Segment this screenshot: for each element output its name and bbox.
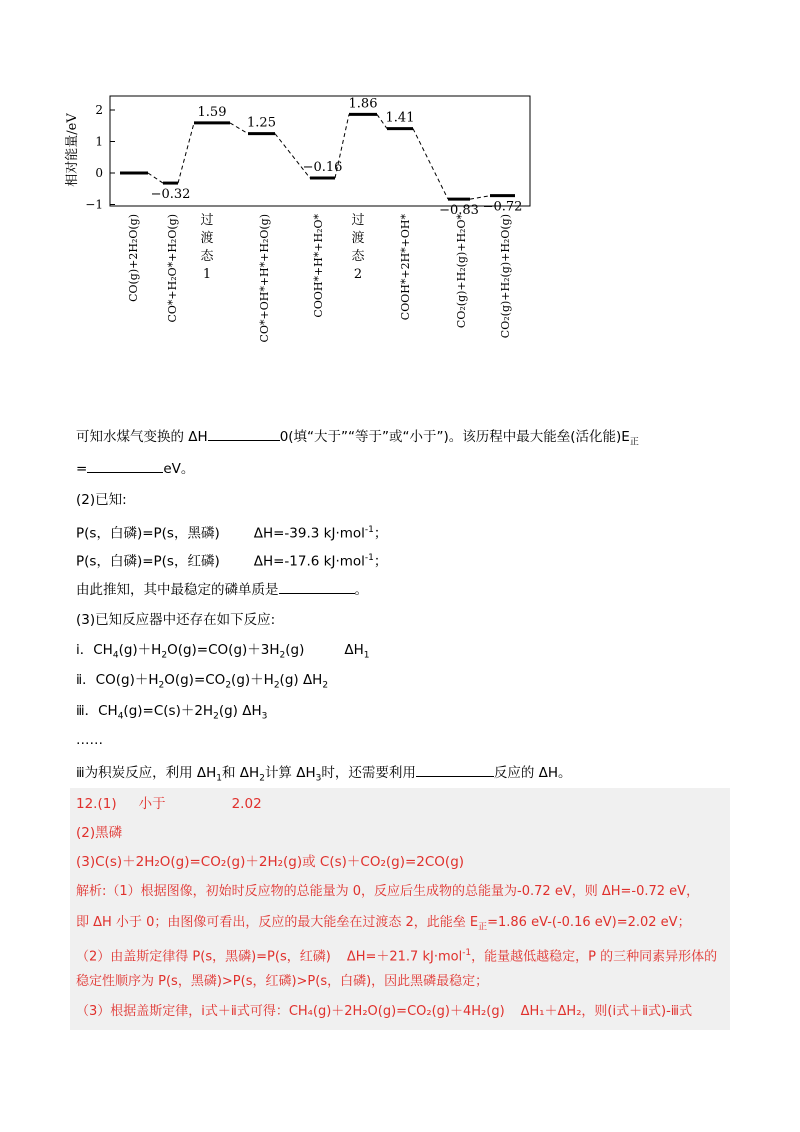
question-line-1 [76,426,639,453]
text-span: 解析:（1）根据图像，初始时反应物的总能量为 0，反应后生成物的总能量为-0.72 eV，则 ΔH=-0.72 eV， [76,884,700,899]
x-category-label: 2 [353,267,363,282]
reaction-i [76,640,369,666]
energy-value-label: 1.25 [247,115,276,131]
energy-value-label: −0.32 [150,187,191,203]
text-span: 正 [478,922,488,933]
text-span: 计算 ΔH [264,765,316,781]
text-span: 1 [363,650,370,661]
energy-profile-diagram [0,0,800,400]
answer-blank[interactable] [208,426,280,441]
answer-blank[interactable] [87,458,163,473]
text-span: eV。 [163,461,195,477]
x-category-label: 渡 [200,231,214,246]
text-span: O(g)=CO [164,672,226,688]
x-category-label: CO(g)+2H₂O(g) [127,214,140,302]
answer-blank[interactable] [416,762,494,777]
ellipsis [76,730,103,750]
text-span: （2）由盖斯定律得 P(s，黑磷)=P(s，红磷) [76,949,331,965]
x-category-label: CO*+OH*+H*+H₂O(g) [258,214,271,343]
x-category-label: 1 [202,267,212,282]
text-span: ΔH=＋21.7 kJ·mol [346,949,463,965]
text-span: （3）根据盖斯定律，ⅰ式＋ⅱ式可得：CH₄(g)＋2H₂O(g)=CO₂(g)＋4H₂(g) [76,1004,505,1019]
answer-line-7 [76,972,488,992]
answer-blank[interactable] [279,579,355,594]
text-span: 4 [117,711,124,722]
x-category-label: 过 [200,213,214,228]
text-span: (g) ΔH [279,672,323,688]
text-span: 小于 [138,796,166,812]
answer-line-4 [76,882,699,902]
text-span: P(s，白磷)=P(s，黑磷) [76,525,220,542]
text-span: 2 [273,680,280,691]
answer-line-8 [76,1002,692,1022]
text-span: 可知水煤气变换的 ΔH [76,429,208,445]
x-category-label: 态 [351,249,365,264]
x-category-label: CO*+H₂O*+H₂O(g) [166,214,179,323]
text-span: 3 [315,773,322,784]
question-line-6 [76,579,368,600]
text-span: 1 [216,773,223,784]
text-span: ； [373,553,388,570]
text-span: 即 ΔH 小于 0；由图像可看出，反应的最大能垒在过渡态 2，此能垒 E [76,915,479,930]
question-line-2 [76,458,194,479]
answer-section [70,788,730,1030]
text-span: (g)＋H [118,642,162,658]
x-category-label: CO₂(g)+H₂(g)+H₂O(g) [499,214,512,339]
text-span: (g)＋H [231,672,274,688]
text-span: …… [76,732,103,748]
text-span: 3 [261,711,268,722]
answer-line-3 [76,852,464,872]
connector-line [178,123,194,183]
text-span: ⅰ．CH [76,642,113,658]
x-category-label: CO₂(g)+H₂(g)+H₂O* [455,214,468,329]
text-span: 稳定性顺序为 P(s，黑磷)>P(s，红磷)>P(s，白磷)，因此黑磷最稳定； [76,974,489,989]
energy-value-label: 1.59 [197,104,227,120]
text-span: ΔH₁＋ΔH₂，则(ⅰ式＋ⅱ式)-ⅲ式 [520,1004,693,1019]
energy-value-label: 1.41 [385,110,415,126]
text-span: (2)已知: [76,492,127,508]
y-tick-label: 1 [95,134,103,149]
text-span: ⅱ．CO(g)＋H [76,672,159,688]
connector-line [470,196,490,199]
text-span: 正 [629,437,639,448]
text-span: ⅲ．CH [76,703,118,719]
text-span: 4 [112,650,119,661]
connector-line [230,123,248,134]
text-span: 2 [225,680,232,691]
text-span: (g) [285,642,305,658]
text-span: ⅲ为积炭反应，利用 ΔH [76,765,217,781]
text-span: 2 [322,680,329,691]
text-span: (3)已知反应器中还存在如下反应: [76,612,276,628]
text-span: = [76,461,88,477]
y-tick-label: 0 [95,166,103,180]
text-span: =1.86 eV-(-0.16 eV)=2.02 eV； [487,915,691,930]
answer-line-1 [76,794,262,814]
text-span: 反应的 ΔH。 [493,765,572,781]
question-line-7 [76,610,275,630]
text-span: 0(填“大于”“等于”或“小于”)。该历程中最大能垒(活化能)E [279,429,630,445]
x-category-label: 渡 [351,231,365,246]
text-span: ，能量越低越稳定，P 的三种同素异形体的 [471,949,718,965]
answer-line-5 [76,913,691,938]
text-span: -1 [364,553,374,563]
question-line-12 [76,762,572,789]
reaction-iii [76,701,267,727]
energy-value-label: −0.16 [302,160,343,176]
text-span: 2 [213,711,219,722]
text-span: 2 [279,650,286,661]
answer-line-2 [76,823,122,843]
question-line-3 [76,490,127,510]
question-line-5 [76,548,387,572]
energy-value-label: 1.86 [348,96,378,112]
energy-value-label: −0.83 [439,203,479,219]
text-span: (g)=C(s)＋2H [123,703,214,719]
text-span: 12.(1) [76,796,117,812]
energy-value-label: −0.72 [482,199,523,215]
text-span: (2)黑磷 [76,825,123,841]
text-span: -1 [462,948,472,958]
text-span: 2 [161,650,168,661]
x-category-label: COOH*+2H*+OH* [399,214,412,321]
y-axis-label: 相对能量/eV [65,113,80,187]
reaction-ii [76,670,328,696]
text-span: 2.02 [231,796,262,812]
text-span: 。 [354,582,368,598]
x-category-label: 态 [200,249,214,264]
text-span: 由此推知，其中最稳定的磷单质是 [76,582,279,598]
text-span: -1 [364,525,374,535]
text-span: (3)C(s)＋2H₂O(g)=CO₂(g)＋2H₂(g)或 C(s)＋CO₂(g)=2CO(g) [76,854,465,870]
text-span: O(g)=CO(g)＋3H [167,642,280,658]
y-tick-label: −1 [85,197,103,212]
text-span: ΔH=-39.3 kJ·mol [253,525,365,542]
text-span: 2 [158,680,165,691]
text-span: (g) ΔH [218,703,262,719]
question-line-4 [76,520,387,544]
text-span: ΔH [344,642,364,658]
y-tick-label: 2 [95,103,103,117]
x-category-label: 过 [351,213,365,228]
text-span: ΔH=-17.6 kJ·mol [253,553,365,570]
text-span: P(s，白磷)=P(s，红磷) [76,553,220,570]
text-span: ； [373,525,388,542]
connector-line [413,129,448,200]
text-span: 时，还需要利用 [321,765,416,781]
x-category-label: COOH*+H*+H₂O* [312,214,325,318]
answer-line-6 [76,943,717,967]
text-span: 2 [259,773,265,784]
text-span: 和 ΔH [222,765,260,781]
connector-line [148,173,163,183]
